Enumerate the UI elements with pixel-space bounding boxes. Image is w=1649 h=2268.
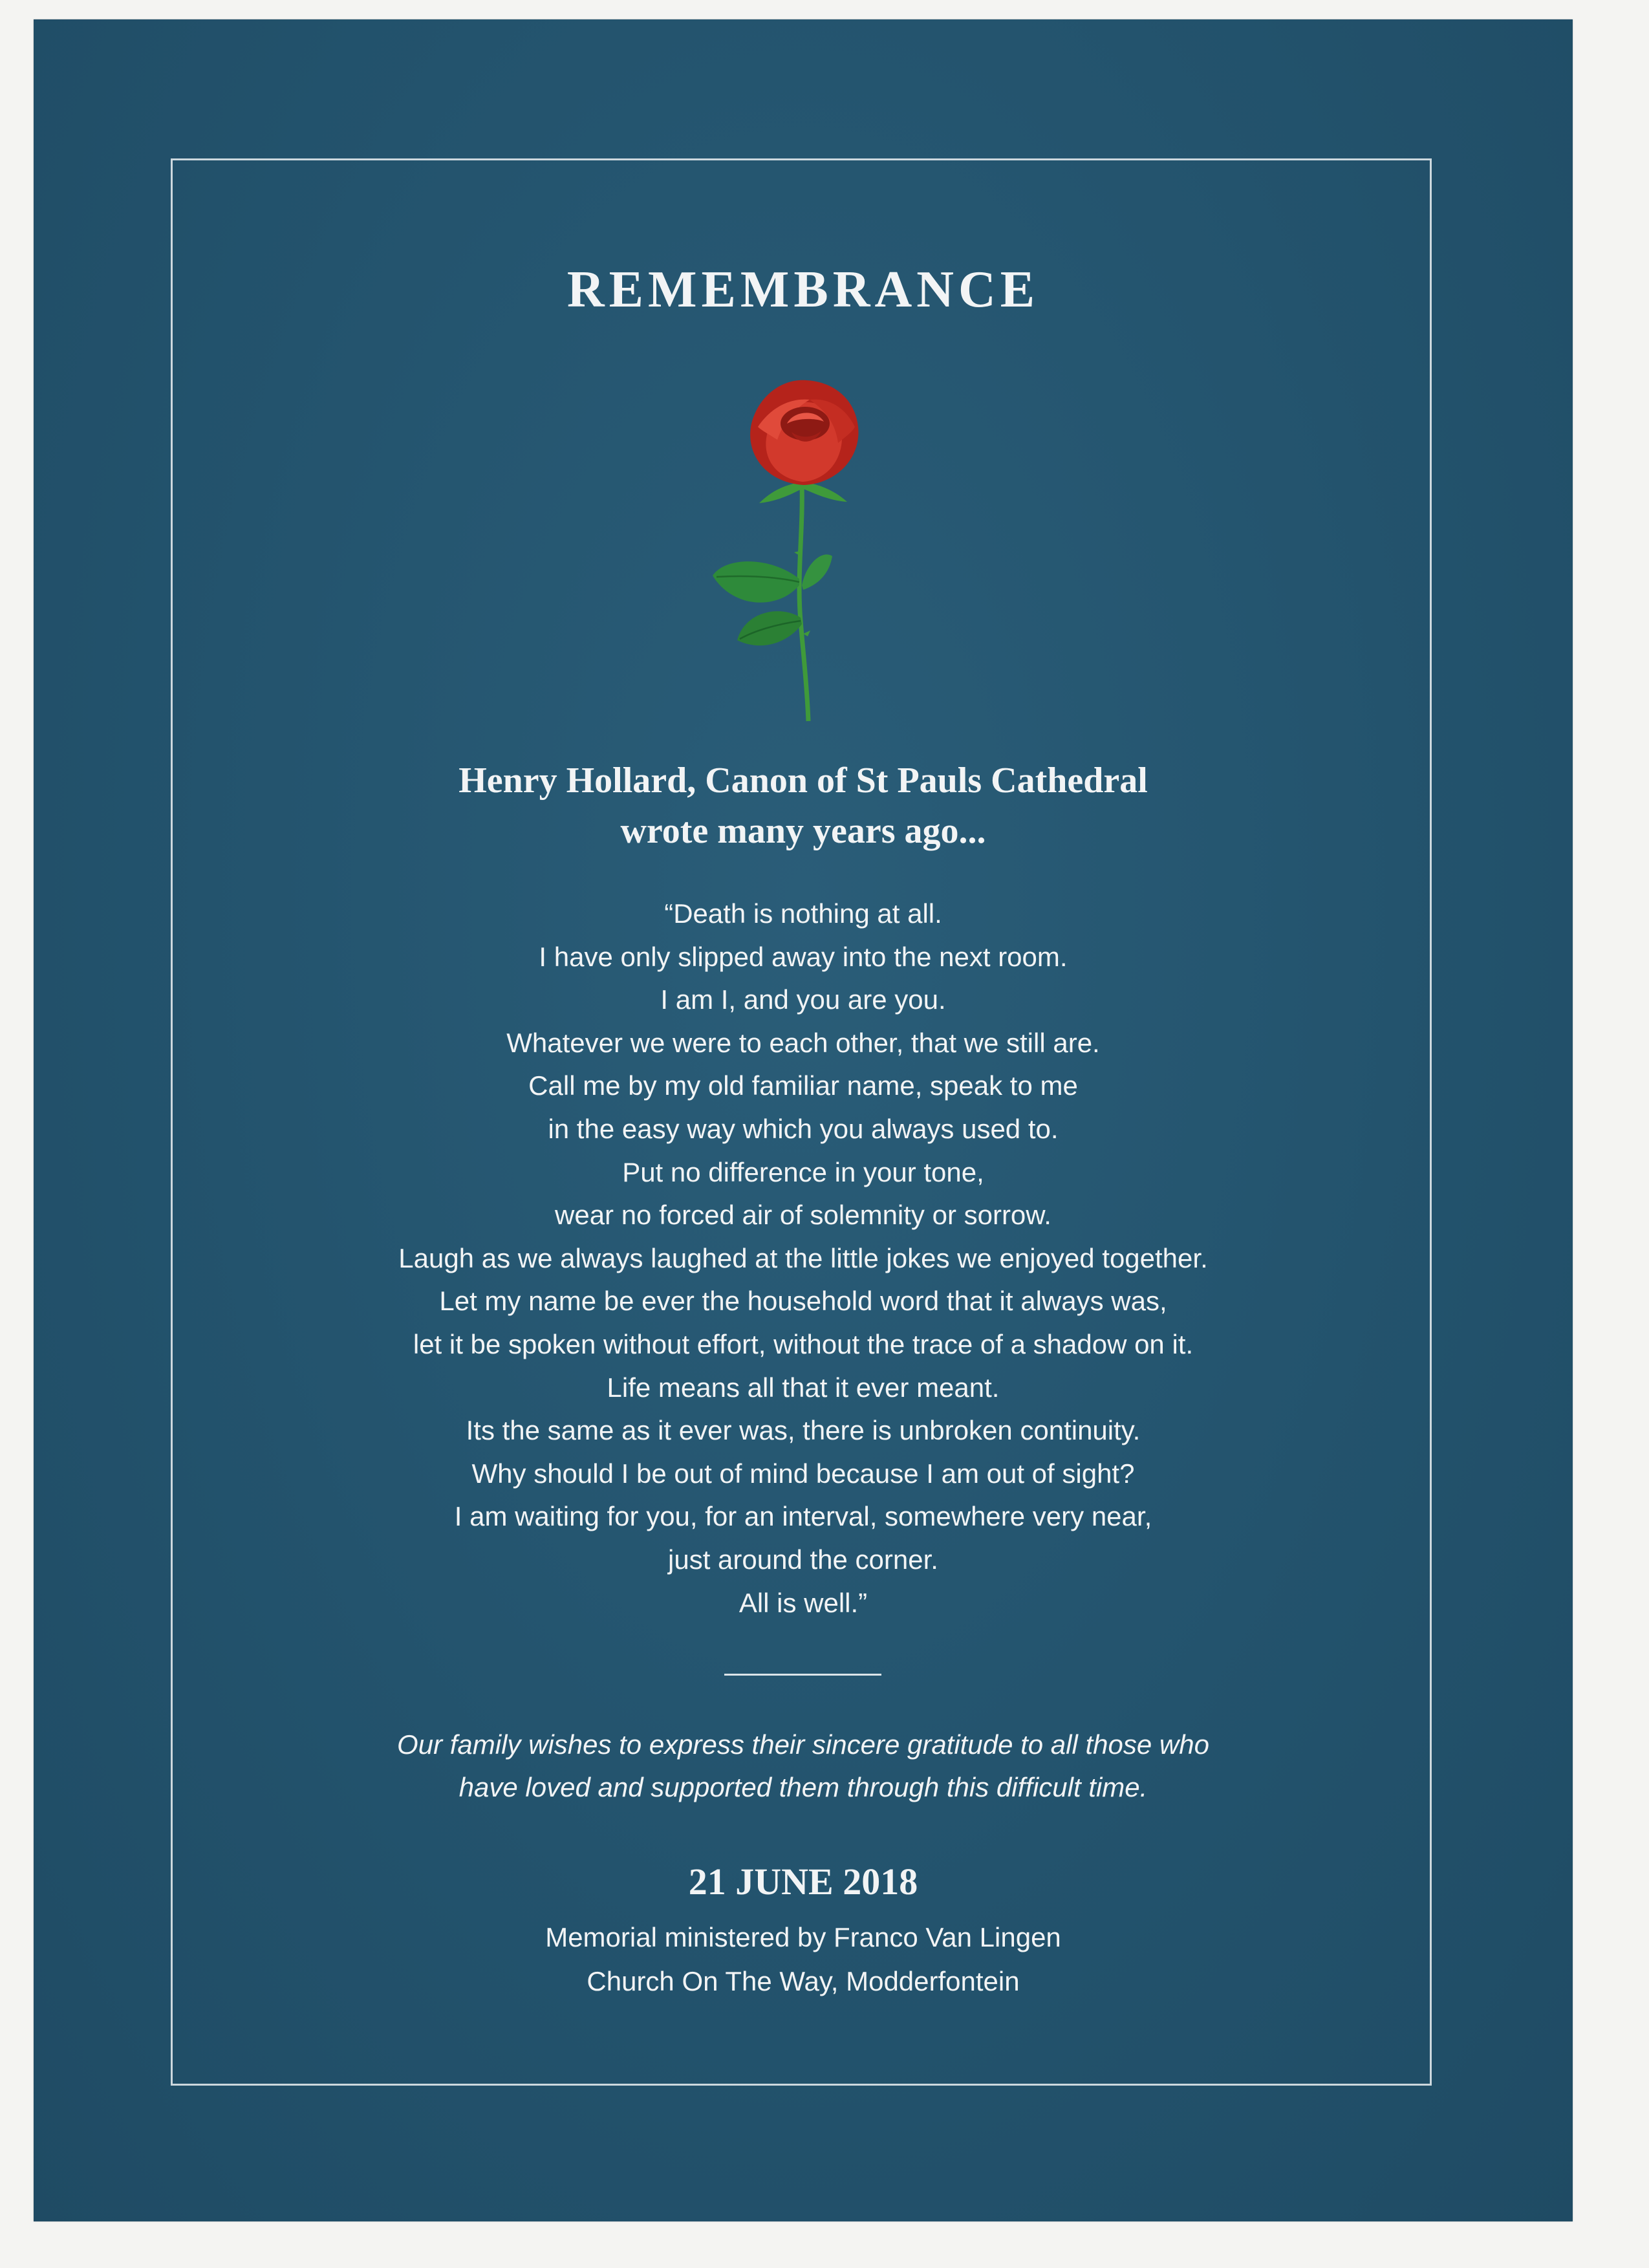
poem-line: Its the same as it ever was, there is unbroken continuity.: [466, 1415, 1141, 1446]
attribution-line: Henry Hollard, Canon of St Pauls Cathedral: [458, 761, 1148, 801]
page-title: REMEMBRANCE: [566, 261, 1040, 318]
poem-line: wear no forced air of solemnity or sorrow.: [555, 1200, 1051, 1231]
poem-line: Whatever we were to each other, that we still are.: [506, 1027, 1100, 1058]
gratitude-note: [34, 1723, 1573, 1809]
poem-line: Call me by my old familiar name, speak to me: [528, 1070, 1078, 1101]
poem-line: “Death is nothing at all.: [664, 898, 942, 929]
divider: [724, 1674, 881, 1676]
memorial-date: 21 JUNE 2018: [688, 1861, 918, 1903]
attribution-heading: [34, 755, 1573, 856]
poem-line: let it be spoken without effort, without the trace of a shadow on it.: [413, 1328, 1194, 1359]
poem-line: I am I, and you are you.: [660, 984, 946, 1015]
poem-line: Laugh as we always laughed at the little jokes we enjoyed together.: [398, 1242, 1208, 1273]
gratitude-line: have loved and supported them through this difficult time.: [458, 1772, 1148, 1802]
poem-line: Why should I be out of mind because I am out of sight?: [471, 1458, 1135, 1489]
poem-line: Life means all that it ever meant.: [607, 1372, 1000, 1403]
venue-line: Church On The Way, Modderfontein: [587, 1966, 1020, 1996]
poem-line: just around the corner.: [668, 1544, 938, 1575]
poem-line: I am waiting for you, for an interval, somewhere very near,: [454, 1501, 1152, 1532]
poem-line: All is well.”: [738, 1587, 868, 1618]
memorial-details: [34, 1916, 1573, 2003]
memorial-card: [34, 19, 1573, 2221]
poem-line: Let my name be ever the household word that it always was,: [439, 1286, 1167, 1317]
attribution-line: wrote many years ago...: [620, 811, 986, 851]
poem-line: in the easy way which you always used to.: [548, 1113, 1059, 1144]
poem-line: I have only slipped away into the next room.: [539, 941, 1068, 972]
minister-line: Memorial ministered by Franco Van Lingen: [545, 1922, 1061, 1952]
gratitude-line: Our family wishes to express their sincere gratitude to all those who: [397, 1729, 1209, 1760]
poem: [34, 892, 1573, 1625]
poem-line: Put no difference in your tone,: [622, 1156, 984, 1187]
red-rose-icon: [700, 362, 907, 724]
card-content: [34, 19, 1573, 2221]
